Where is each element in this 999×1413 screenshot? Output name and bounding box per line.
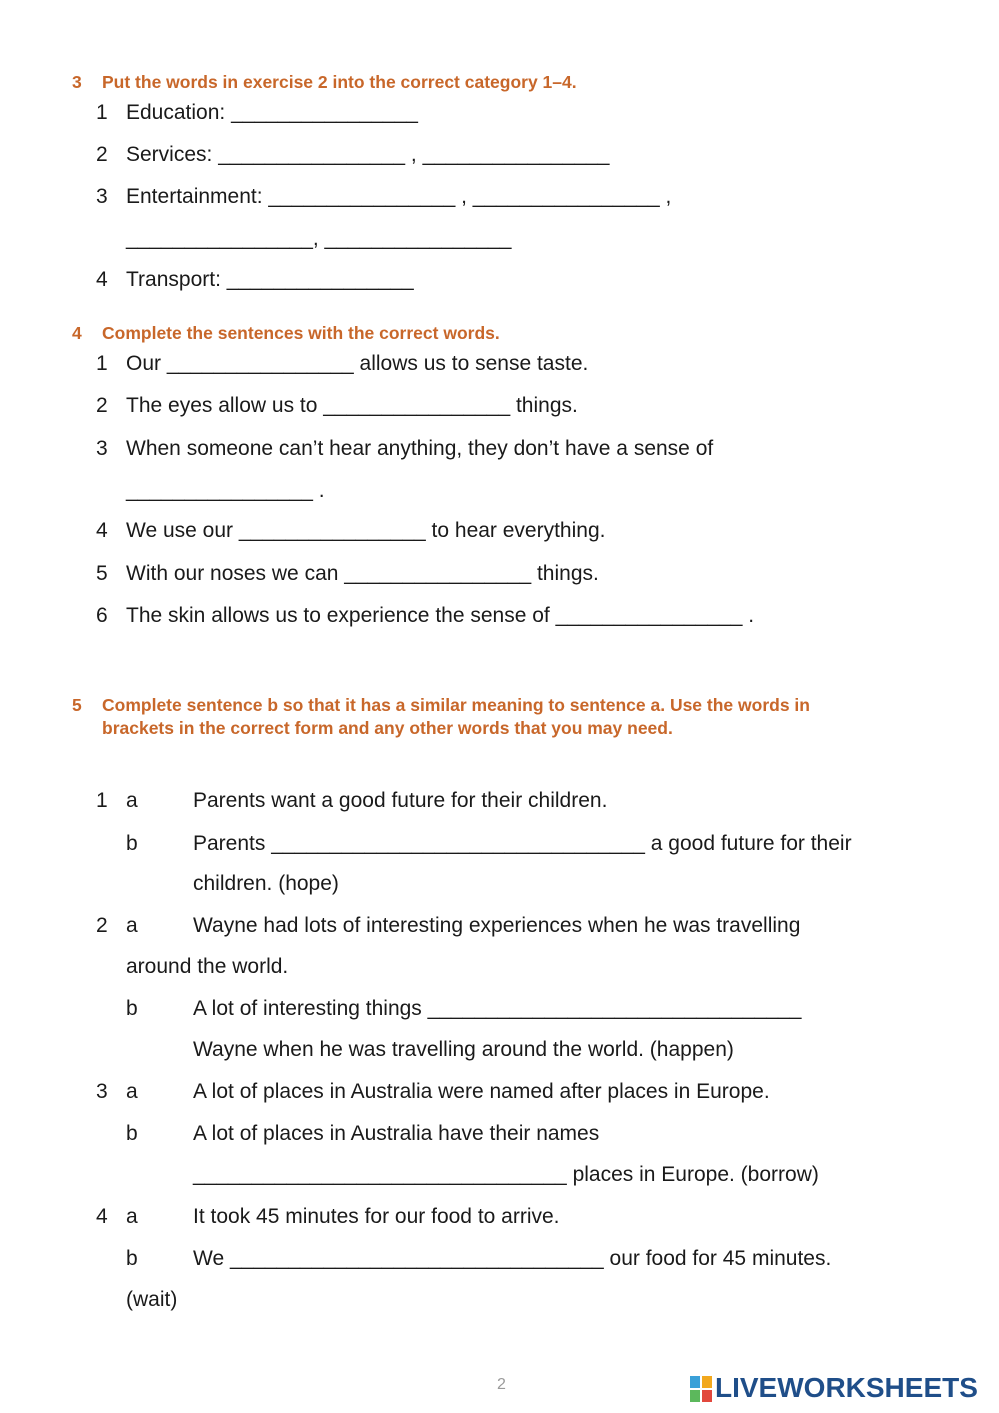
ex5-q3-number: 3 — [96, 1080, 108, 1103]
ex3-item-3: Entertainment: ________________ , ________________ , — [126, 185, 672, 208]
ex5-q2-a-text-continued: around the world. — [126, 955, 289, 978]
ex5-q2-b-text-continued: Wayne when he was travelling around the world. (happen) — [193, 1038, 734, 1061]
ex4-item-2: The eyes allow us to ________________ things. — [126, 394, 578, 417]
ex5-q4-b-text-continued: (wait) — [126, 1288, 178, 1311]
ex3-heading-number: 3 — [72, 72, 82, 92]
ex4-item-5-number: 5 — [96, 562, 108, 585]
ex5-q4-a-text: It took 45 minutes for our food to arrive. — [193, 1205, 560, 1228]
ex3-item-2-number: 2 — [96, 143, 108, 166]
ex3-item-1-number: 1 — [96, 101, 108, 124]
ex5-q3-a-letter: a — [126, 1080, 138, 1103]
ex5-q2-b-letter: b — [126, 997, 138, 1020]
ex5-q4-a-letter: a — [126, 1205, 138, 1228]
ex3-heading: Put the words in exercise 2 into the correct category 1–4. — [102, 72, 577, 92]
ex4-item-3-continued: ________________ . — [126, 479, 325, 502]
ex4-heading: Complete the sentences with the correct words. — [102, 323, 500, 343]
ex4-item-3-number: 3 — [96, 437, 108, 460]
ex4-heading-number: 4 — [72, 323, 82, 343]
ex5-q1-number: 1 — [96, 789, 108, 812]
ex4-item-1-number: 1 — [96, 352, 108, 375]
page-number: 2 — [497, 1376, 506, 1393]
ex5-q3-b-text-continued: ________________________________ places in Europe. (borrow) — [193, 1163, 819, 1186]
ex4-item-3: When someone can’t hear anything, they don’t have a sense of — [126, 437, 714, 460]
ex3-item-3-number: 3 — [96, 185, 108, 208]
ex4-item-1: Our ________________ allows us to sense taste. — [126, 352, 589, 375]
ex3-item-4: Transport: ________________ — [126, 268, 414, 291]
ex5-q4-number: 4 — [96, 1205, 108, 1228]
ex3-item-2: Services: ________________ , ________________ — [126, 143, 610, 166]
ex5-heading-line2: brackets in the correct form and any other words that you may need. — [102, 718, 673, 738]
ex4-item-5: With our noses we can ________________ things. — [126, 562, 599, 585]
ex4-item-4-number: 4 — [96, 519, 108, 542]
ex5-q1-a-text: Parents want a good future for their children. — [193, 789, 608, 812]
ex5-q1-b-letter: b — [126, 832, 138, 855]
ex5-q1-a-letter: a — [126, 789, 138, 812]
ex5-q2-b-text: A lot of interesting things ________________________________ — [193, 997, 802, 1020]
ex4-item-6: The skin allows us to experience the sense of ________________ . — [126, 604, 755, 627]
ex5-heading-number: 5 — [72, 695, 82, 715]
ex4-item-6-number: 6 — [96, 604, 108, 627]
ex5-q1-b-text-continued: children. (hope) — [193, 872, 339, 895]
ex5-q3-b-text: A lot of places in Australia have their names — [193, 1122, 600, 1145]
ex5-q4-b-text: We ________________________________ our food for 45 minutes. — [193, 1247, 832, 1270]
liveworksheets-logo-icon — [690, 1376, 712, 1402]
ex5-q4-b-letter: b — [126, 1247, 138, 1270]
ex4-item-4: We use our ________________ to hear everything. — [126, 519, 606, 542]
ex5-q1-b-text: Parents ________________________________ a good future for their — [193, 832, 852, 855]
ex5-q2-a-text: Wayne had lots of interesting experiences when he was travelling — [193, 914, 801, 937]
liveworksheets-logo[interactable] — [690, 1372, 990, 1406]
ex3-item-4-number: 4 — [96, 268, 108, 291]
ex3-item-1: Education: ________________ — [126, 101, 418, 124]
ex4-item-2-number: 2 — [96, 394, 108, 417]
ex5-q2-a-letter: a — [126, 914, 138, 937]
ex5-q2-number: 2 — [96, 914, 108, 937]
liveworksheets-logo-text: LIVEWORKSHEETS — [715, 1372, 978, 1403]
ex5-q3-b-letter: b — [126, 1122, 138, 1145]
ex5-heading-line1: Complete sentence b so that it has a similar meaning to sentence a. Use the words in — [102, 695, 810, 715]
ex3-item-3-continued: ________________, ________________ — [126, 227, 512, 250]
ex5-q3-a-text: A lot of places in Australia were named after places in Europe. — [193, 1080, 770, 1103]
